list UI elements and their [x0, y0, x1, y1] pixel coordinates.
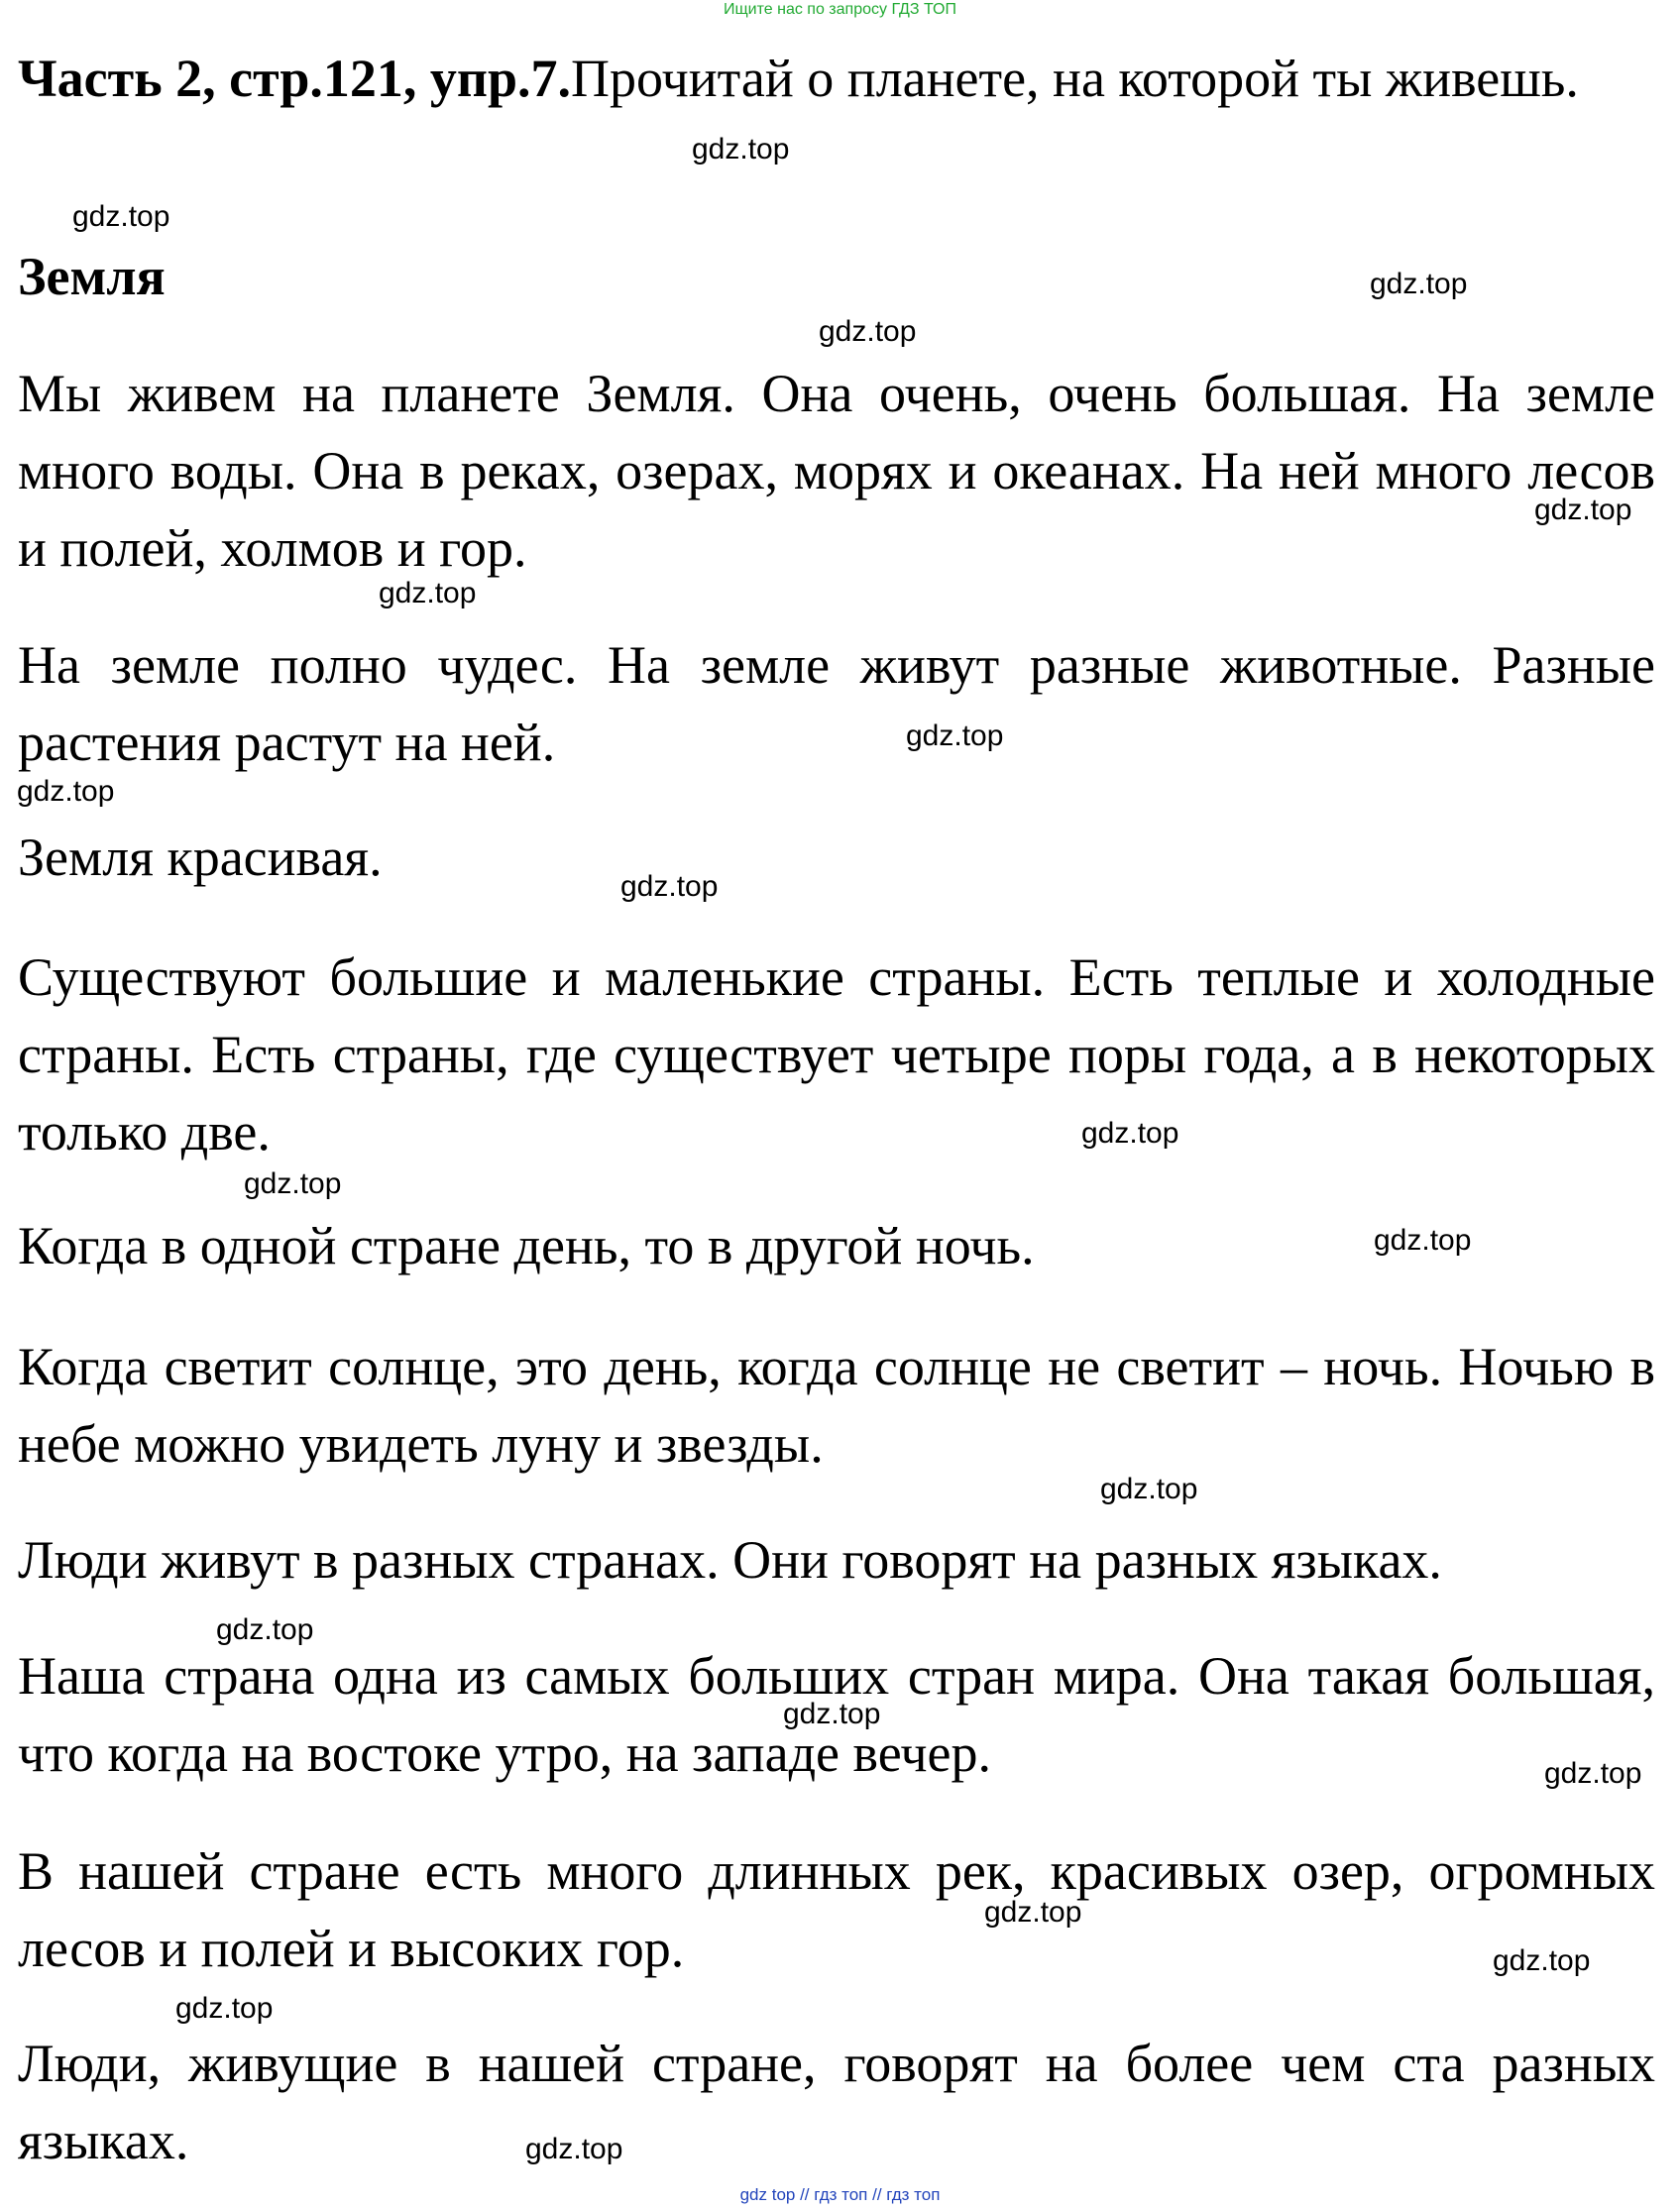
watermark: gdz.top — [175, 1992, 274, 2025]
watermark: gdz.top — [244, 1167, 342, 1200]
watermark: gdz.top — [1081, 1117, 1179, 1150]
paragraph-5: Когда в одной стране день, то в другой ночь. — [18, 1216, 1035, 1275]
paragraph-7: Люди живут в разных странах. Они говорят на разных языках. — [18, 1530, 1442, 1590]
exercise-instruction: Прочитай о планете, на которой ты живешь. — [571, 49, 1579, 108]
paragraph-3: Земля красивая. — [18, 828, 383, 887]
watermark: gdz.top — [1534, 494, 1632, 526]
watermark: gdz.top — [1544, 1757, 1642, 1790]
exercise-heading — [18, 40, 1655, 117]
text-title: Земля — [18, 247, 166, 306]
watermark: gdz.top — [1100, 1473, 1198, 1505]
watermark: gdz.top — [620, 870, 719, 903]
watermark: gdz.top — [1493, 1944, 1591, 1977]
watermark: gdz.top — [692, 133, 790, 166]
watermark: gdz.top — [819, 315, 917, 348]
watermark: gdz.top — [906, 719, 1004, 752]
exercise-reference: Часть 2, стр.121, упр.7. — [18, 49, 572, 108]
watermark: gdz.top — [379, 577, 477, 609]
watermark: gdz.top — [984, 1896, 1082, 1929]
paragraph-6: Когда светит солнце, это день, когда солнце не светит – ночь. Ночью в небе можно увидеть луну и звезды. — [18, 1337, 1655, 1474]
watermark: gdz.top — [525, 2133, 623, 2165]
watermark: gdz.top — [783, 1698, 881, 1730]
watermark: gdz.top — [17, 775, 115, 808]
paragraph-1: Мы живем на планете Земля. Она очень, очень большая. На земле много воды. Она в реках, озерах, морях и океанах. На ней много лесов и полей, холмов и гор. — [18, 364, 1655, 578]
watermark: gdz.top — [1370, 268, 1468, 300]
paragraph-2: На земле полно чудес. На земле живут разные животные. Разные растения растут на ней. — [18, 635, 1655, 772]
paragraph-8: Наша страна одна из самых больших стран мира. Она такая большая, что когда на востоке утро, на западе вечер. — [18, 1646, 1655, 1783]
paragraph-10: Люди, живущие в нашей стране, говорят на более чем ста разных языках. — [18, 2034, 1655, 2170]
paragraph-4: Существуют большие и маленькие страны. Есть теплые и холодные страны. Есть страны, где существует четыре поры года, а в некоторых только две. — [18, 947, 1655, 1161]
watermark: gdz.top — [216, 1613, 314, 1646]
top-banner[interactable]: Ищите нас по запросу ГДЗ ТОП — [724, 1, 956, 18]
watermark: gdz.top — [1374, 1224, 1472, 1257]
bottom-banner[interactable]: gdz top // гдз топ // гдз топ — [739, 2185, 941, 2204]
paragraph-9: В нашей стране есть много длинных рек, красивых озер, огромных лесов и полей и высоких гор. — [18, 1841, 1655, 1978]
watermark: gdz.top — [72, 200, 170, 233]
